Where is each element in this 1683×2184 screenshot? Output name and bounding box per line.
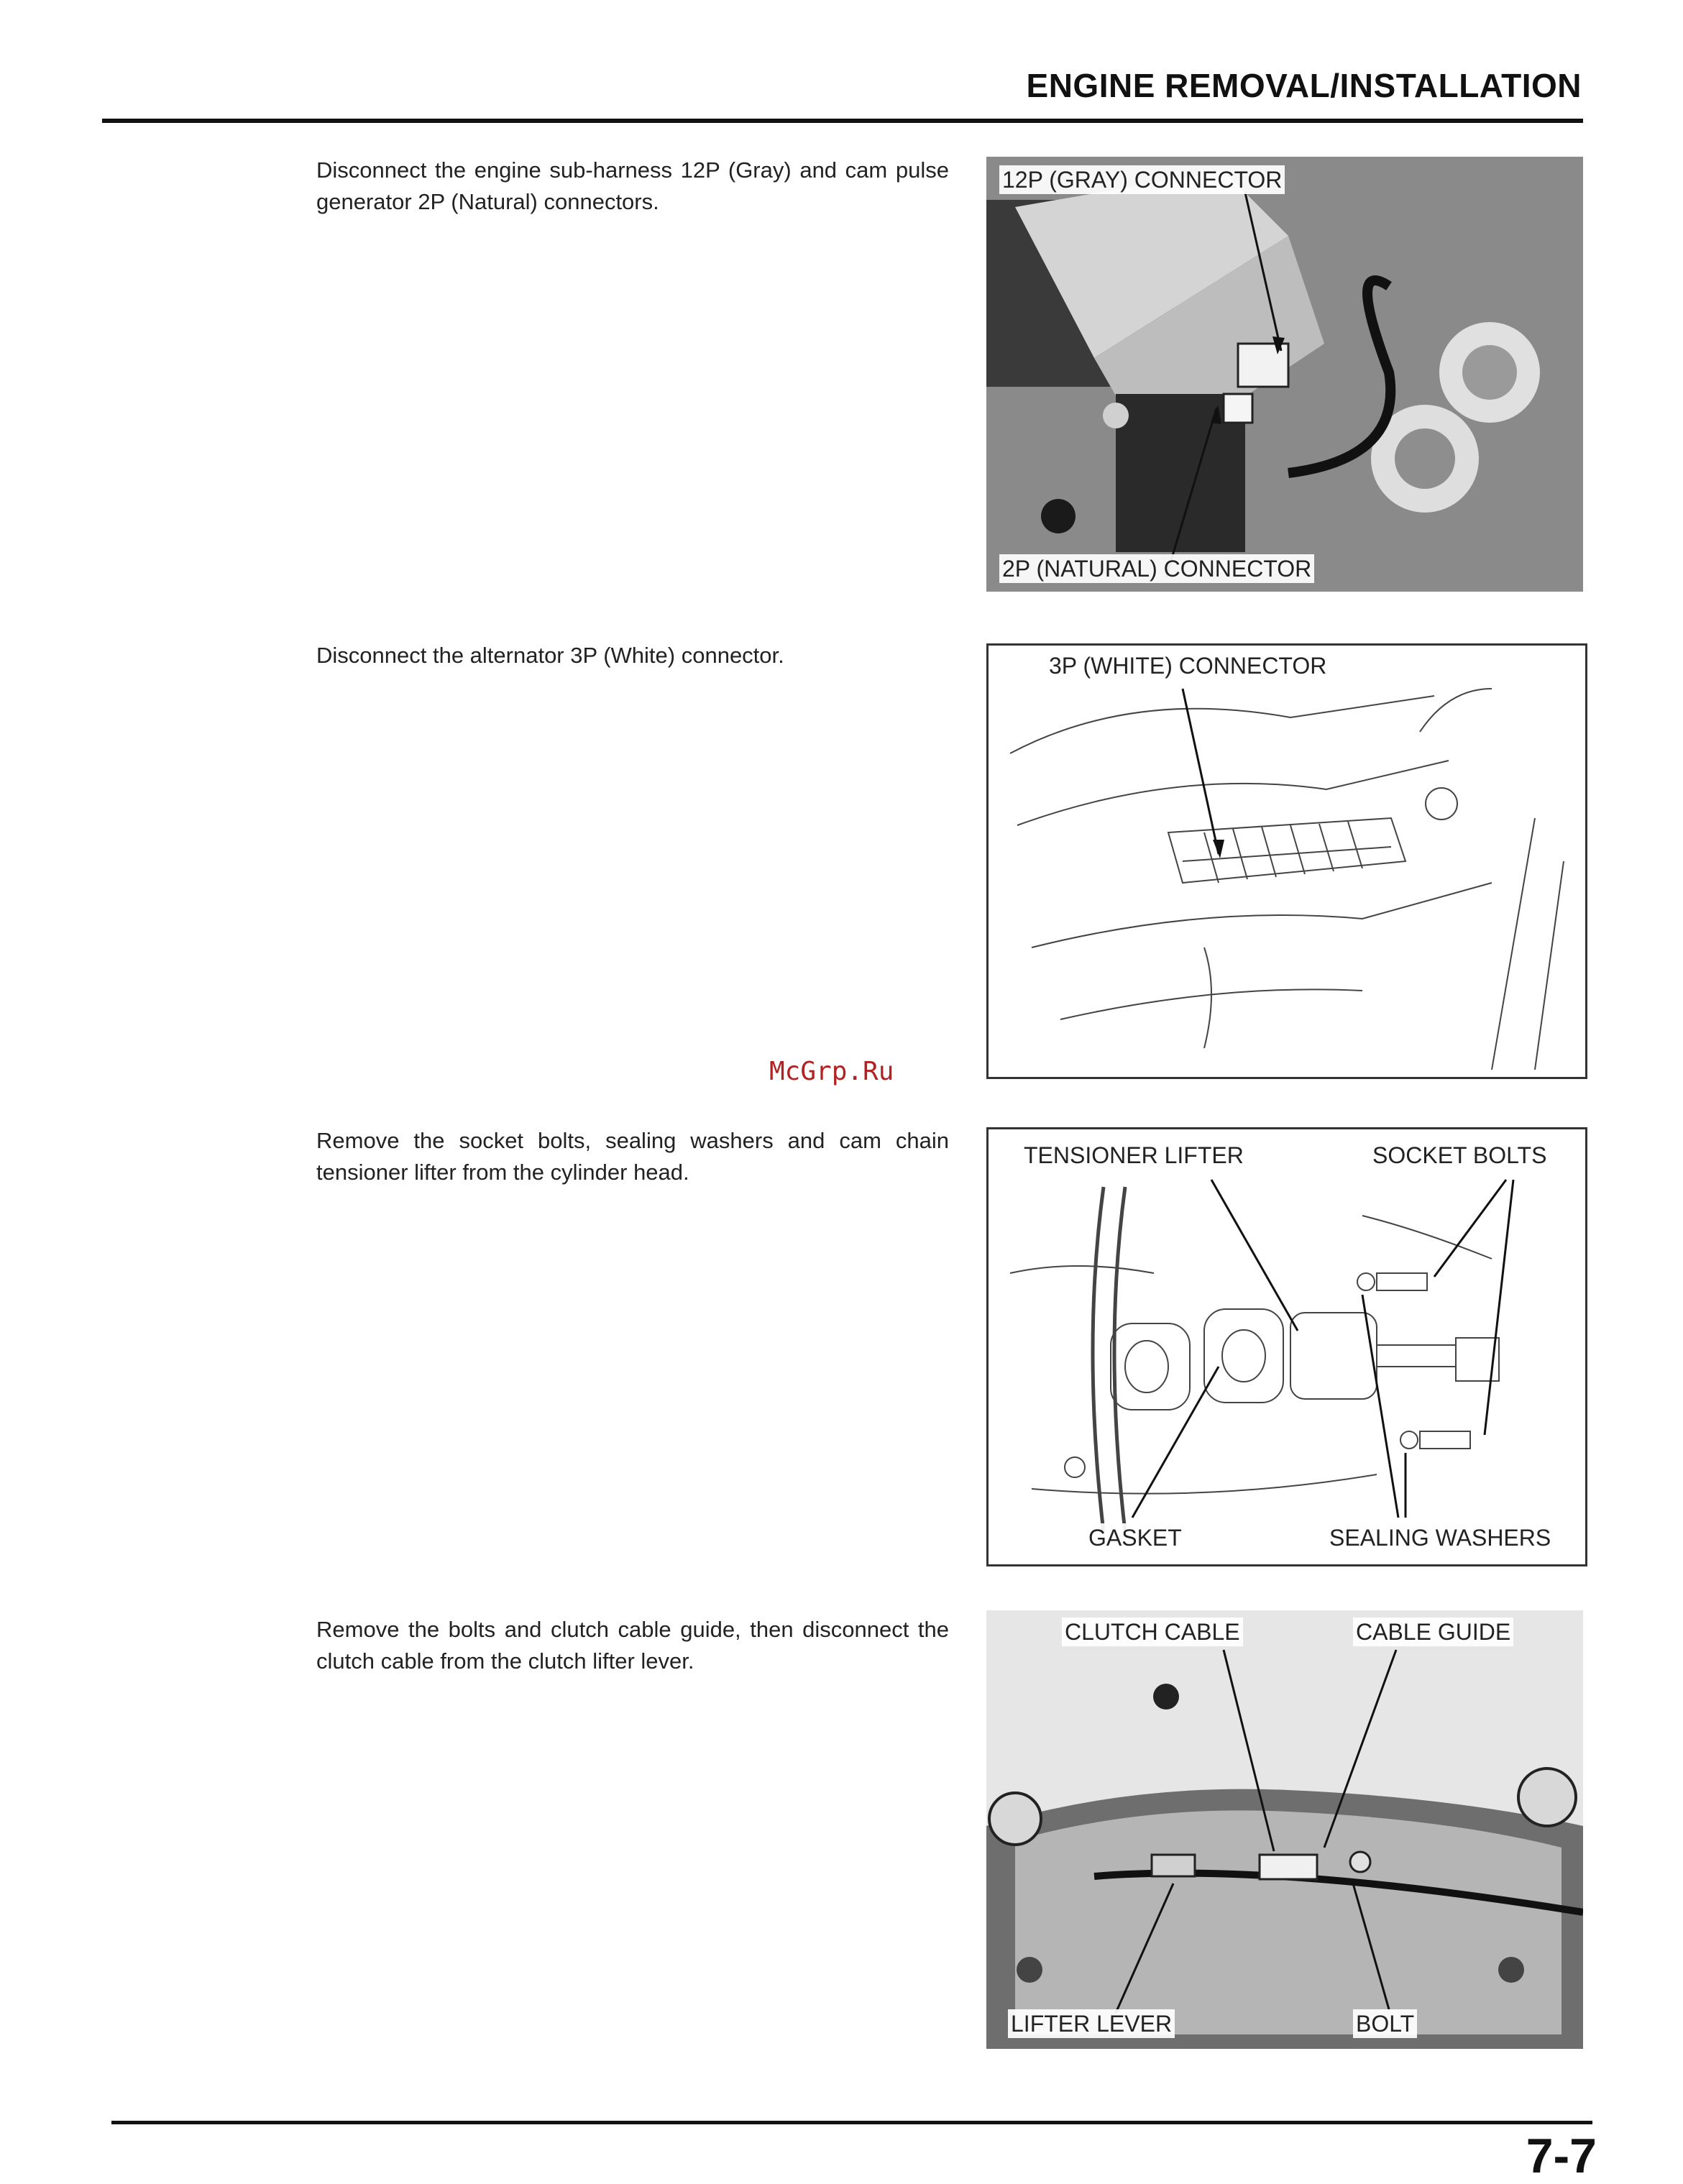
- label-2p-natural-connector: 2P (NATURAL) CONNECTOR: [999, 554, 1314, 583]
- step-text-clutch-cable: Remove the bolts and clutch cable guide, then disconnect the clutch cable from the clutch lifter lever.: [316, 1617, 949, 1674]
- figure-connectors-photo: [986, 157, 1583, 592]
- figure-tensioner-lifter: [986, 1127, 1587, 1566]
- label-tensioner-lifter: TENSIONER LIFTER: [1021, 1141, 1247, 1170]
- step-text-connectors: Disconnect the engine sub-harness 12P (Gray) and cam pulse generator 2P (Natural) connectors.: [316, 157, 949, 214]
- tensioner-line-drawing: [989, 1129, 1585, 1564]
- clutch-photo-illustration: [986, 1610, 1583, 2049]
- label-12p-gray-connector: 12P (GRAY) CONNECTOR: [999, 165, 1285, 194]
- label-clutch-cable: CLUTCH CABLE: [1062, 1618, 1243, 1646]
- figure-alternator-connector: [986, 643, 1587, 1079]
- label-3p-white-connector: 3P (WHITE) CONNECTOR: [1046, 651, 1329, 680]
- page-number: 7-7: [1526, 2129, 1597, 2183]
- section-title: ENGINE REMOVAL/INSTALLATION: [1026, 67, 1582, 104]
- step-text-tensioner: Remove the socket bolts, sealing washers and cam chain tensioner lifter from the cylinder head.: [316, 1128, 949, 1185]
- step-text-alternator: Disconnect the alternator 3P (White) connector.: [316, 643, 784, 668]
- label-cable-guide: CABLE GUIDE: [1353, 1618, 1513, 1646]
- watermark-text: McGrp.Ru: [769, 1057, 894, 1086]
- label-lifter-lever: LIFTER LEVER: [1008, 2009, 1175, 2038]
- label-sealing-washers: SEALING WASHERS: [1326, 1523, 1554, 1552]
- alternator-line-drawing: [989, 646, 1585, 1077]
- engine-photo-illustration: [986, 157, 1583, 592]
- figure-clutch-cable-photo: [986, 1610, 1583, 2049]
- label-socket-bolts: SOCKET BOLTS: [1370, 1141, 1549, 1170]
- header-divider: [102, 119, 1583, 123]
- footer-divider: [111, 2121, 1592, 2124]
- label-gasket: GASKET: [1086, 1523, 1185, 1552]
- label-bolt: BOLT: [1353, 2009, 1417, 2038]
